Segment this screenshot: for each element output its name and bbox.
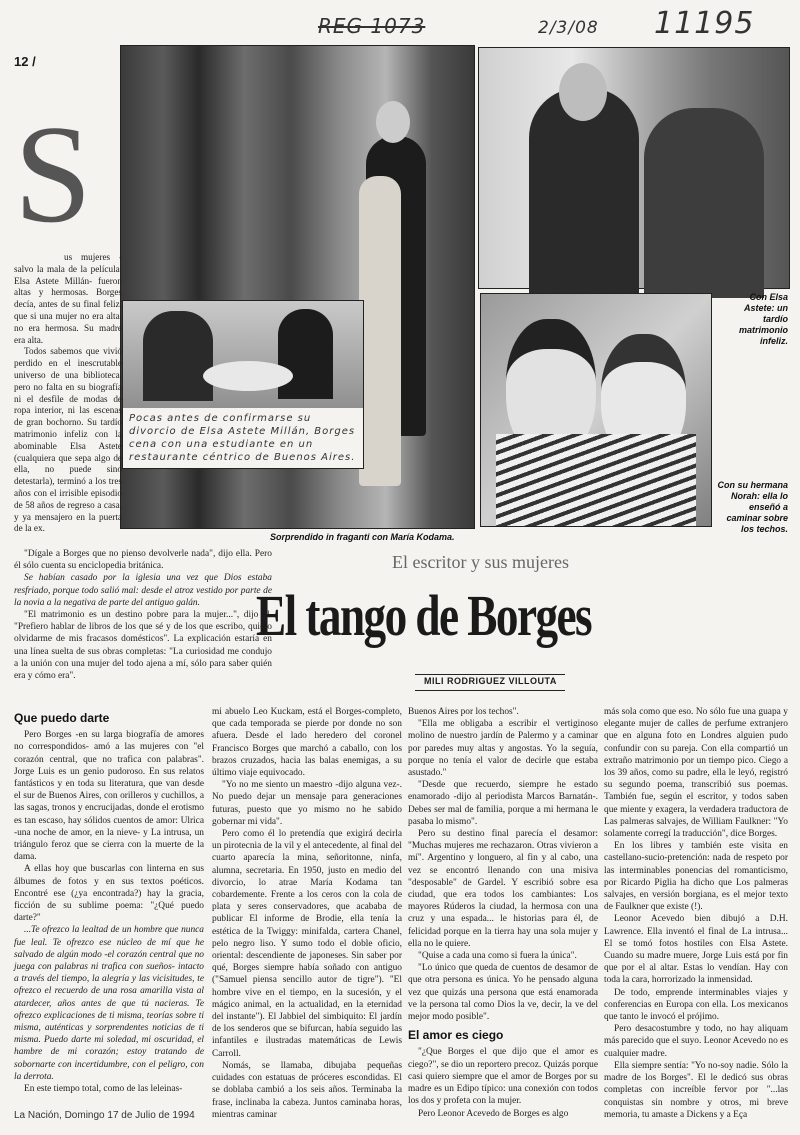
face-borges [376,101,410,143]
inset-caption: Pocas antes de confirmarse su divorcio de Elsa Astete Millán, Borges cena con una estudiante en un restaurante céntrico de Buenos Aires. [129,413,356,463]
body-paragraph: Pero Borges -en su larga biografía de amores no correspondidos- amó a las mujeres con "el corazón central, que no trafica con palabras". Jorge Luis es un genio pudoroso. En sus relatos fantásticos y en toda su literatura, que van desde el sur de Buenos Aires, con orilleros y cuchillos, a las sagas, tronos y encrucijadas, donde el erotismo es tan escaso, hay sólidos cuentos de amor: Ulrica -una noche de amor, en la nieve- y La intrusa, un triángulo feroz que se cierra con la muerte de la dama. [14,730,204,863]
figure-astete [644,108,764,298]
photo-restaurant [122,300,364,410]
column-4 [604,706,788,1120]
archive-date: 2/3/08 [538,18,599,38]
intro-paragraph: "Dígale a Borges que no pienso devolverle nada", dijo ella. Pero él sólo cuenta su enciclopedia británica. [14,549,272,572]
byline-rule [415,674,565,675]
figure-kodama [359,176,401,486]
page-number: 12 / [14,54,36,69]
column-1 [14,706,204,1096]
body-paragraph: Pero su destino final parecía el desamor: "Muchas mujeres me rechazaron. Otras vivieron a mí". Argentino y longuero, al fin y al cabo, una vez se encontró llenando con una misiva "desposable" de Gardel. Y escribió sobre esa ciudad, que era todos los cambiantes: Los mayores Rúderos la ciudad, la hermosa con una cruz y una espada... le historias para él, de felicidad porque en la tierra hay una sola mujer y ella no le quiere. [408,829,598,949]
body-paragraph: De todo, emprende interminables viajes y conferencias en Europa con ella. Los mexicanos que tanto le invocó el prójimo. [604,987,788,1023]
figure-diner-2 [278,309,333,399]
column-2 [212,706,402,1120]
body-paragraph: "Quise a cada una como si fuera la única". [418,951,577,962]
column-3 [408,706,598,1119]
body-paragraph: "Desde que recuerdo, siempre he estado enamorado -dijo al periodista Marcos Barnatán-. Debes ser mal de familia, porque a mi hermana le pasaba lo mismo". [408,780,598,827]
body-paragraph: mi abuelo Leo Kuckam, está el Borges-completo, que cada temporada se pierde por donde no son afuera. Desde el lado heredero del coronel Francisco Borges que marchó a caballo, con los brazos cruzados, hacia las balas enemigas, a su último viaje equivocado. [212,707,402,779]
intro-paragraph: "El matrimonio es un destino pobre para la mujer...", dijo él. "Prefiero hablar de libros de los que sé y de los que escribo, quiero olvidarme de mis fracasos domésticos". La explicación estaría en una línea suelta de sus obras completas: "La curiosidad me condujo a la unión con una mujer del todo ajena a mí, sólo para saber quién era y cómo era". [14,610,272,682]
figure-diner-1 [143,311,213,401]
body-paragraph: Pero Leonor Acevedo de Borges es algo [418,1108,569,1119]
body-paragraph: Leonor Acevedo bien dibujó a D.H. Lawrence. Ella inventó el final de La intrusa... El se tomó fotos hostiles con Elsa Astete. Cuando su madre muere, Jorge Luis está por fin que por el al altar. Estas lo vendían. Hay con toda la cara, horrorizado la inmensidad. [604,914,788,986]
intro-column [14,252,122,548]
body-paragraph: En este tiempo total, como de las leleinas- [24,1084,183,1095]
photo-norah-caption: Con su hermana Norah: ella lo enseñó a caminar sobre los techos. [717,480,788,534]
inset-caption-box [122,408,364,469]
section-heading: El amor es ciego [408,1028,504,1043]
photo-norah [480,293,712,527]
archive-number: 11195 [654,6,755,41]
body-paragraph: ...Te ofrezco la lealtad de un hombre que nunca fue leal. Te ofrezco ese núcleo de mí que he salvado de algún modo -el corazón central que no juega con palabras ni trafica con sueños- intacto a través del tiempo, la alegría y las vicisitudes, te ofrezco el recuerdo de una rosa amarilla vista al atardecer, años antes de que tú nacieras. Te ofrezco explicaciones de ti misma, teorías sobre ti misma, auténticas y sorprendentes noticias de ti misma. Puedo darte mi soledad, mi oscuridad, el hambre de mi corazón; estoy tratando de sobornarte con incertidumbre, con el peligro, con la derrota. [14,925,204,1082]
intro-paragraph: us mujeres -salvo la mala de la película, Elsa Astete Millán- fueron altas y hermosas. Borges decía, antes de su final feliz, que si una mujer no era alta, no era hermosa. Su madre era alta. [14,252,122,345]
table [203,361,293,391]
footer-source: La Nación, Domingo 17 de Julio de 1994 [14,1110,195,1121]
body-paragraph: "Yo no me siento un maestro -dijo alguna vez-. No puedo dejar un mensaje para generaciones futuras, puesto que yo mismo no he sabido gobernar mi vida". [212,780,402,827]
sailor-collars [496,434,696,526]
body-paragraph: más sola como que eso. No sólo fue una guapa y elegante mujer de calles de perfume extranjero que en alguna foto en Londres alguien pudo confundir con su pareja. Con ella compartió un extraño matrimonio por un tiempo pico. Ciego a los 39 años, como su padre, ella le leyó, registró su segundo poema, transcribió sus poemas. También fue, según el escritor, y todos saben que miente y exagera, la verdadera traductora de Las palmeras salvajes, de William Faulkner: "Yo solamente corregí la traducción", dice Borges. [604,707,788,840]
body-paragraph: Pero como él lo pretendía que exigirá decirla un pirotecnia de la vil y el antecedente, al final del cuarto aparecía la mina, señoritonne, ninfa, alumna, secretaria. En 1950, justo en medio del divorcio, lo atrae María Kodama tan cobardemente. Frente a los ceros con la cola de plata y seres conservadores, que acababa de publicar El informe de Brodie, ella tenía la estética de la Twiggy: minifalda, cartera Chanel, pelo negro liso. Y sumo todo el doble oficio, oriental: descendiente de japoneses. Sin saber por qué, Borges siempre había soñado con antiguo ("Samuel piensa sencillo autor de tigre"). "El hombre vive en el tiempo, en la sucesión, y el mágico animal, en la actualidad, en la eternidad del instante"). El Jabbiel del simbiquito: El jardín de los senderos que se bifurcan, había seguido las infantiles e ilustradas matemáticas de Lewis Carroll. [212,829,402,1059]
face-borges-2 [559,63,607,121]
headline: El tango de Borges [256,583,592,648]
intro-paragraph: Todos sabemos que vivió perdido en el inescrutable universo de una biblioteca, pero no falta en su biografía ni el desfile de modas de ropa interior, ni las escenas de gran bochorno. Su tardío matrimonio infeliz con la abominable Elsa Astete (cualquiera que sepa algo de ella, no puede sino detestarla), terminó a los tres años con el irrisible episodio de 58 años de regreso a casa, y ya mensajero en la puerta de la ex. [14,346,122,534]
body-paragraph: Pero desacostumbre y todo, no hay aliquam más parecido que el suyo. Leonor Acevedo no es cualquier madre. [604,1024,788,1059]
body-paragraph: "Ella me obligaba a escribir el vertiginoso molino de nuestro jardín de Palermo y a caminar por paredes muy altas y angostas. Yo la seguía, porque no tenía el valor de decirle que estaba asustado." [408,719,598,779]
photo-astete [478,47,790,289]
body-paragraph: Nomás, se llamaba, dibujaba pequeñas cuidades con estatuas de próceres escondidas. El se doblaba cambió a los seis años. Terminaba la frase, inclinaba la cabeza. Juntos caminaba horas, mientras caminar [212,1060,402,1120]
body-paragraph: Buenos Aires por los techos". [408,707,519,717]
body-paragraph: Ella siempre sentía: "Yo no-soy nadie. Sólo la madre de los Borges". El le dedicó sus obras completas con increíble fervor por "...las conquistas sin nombre y otros, mi breve memoria, tu amaste a Dickens y a Eça [604,1060,788,1120]
photo-kodama-caption: Sorprendido in fraganti con María Kodama. [270,532,455,542]
byline: MILI RODRIGUEZ VILLOUTA [424,676,557,686]
drop-cap: S [14,97,92,252]
byline-rule-bottom [415,690,565,691]
intro-paragraph: Se habían casado por la iglesia una vez que Dios estaba resfriado, porque todo salió mal: desde el atroz vestido por parte de la novia a la negativa de parte del antiguo galán. [14,573,272,608]
kicker: El escritor y sus mujeres [392,552,569,572]
body-paragraph: En los libres y también este visita en castellano-sucio-pretención: nada de respeto por las interminables ponencias del romanticismo, por Ricardo Piglia ha dicho que Los palmeras salvajes, en versión borgiana, es el mejor texto de Faulkner que existe (!). [604,841,788,913]
section-heading: Que puedo darte [14,711,110,725]
intro-continued [14,548,272,698]
body-paragraph: "Lo único que queda de cuentos de desamor de que otra persona es única. Yo he pensado alguna vez que quizás una persona que está enamorada ve la persona tal como Dios la ve, decir, la ve del mejor modo posible". [408,963,598,1023]
body-paragraph: "¿Que Borges el que dijo que el amor es ciego?", se dio un reportero precoz. Quizás porque casi quiero siempre que el amor de Borges por su madre es un Edipo típico: una conexión con todos los dos y profeta con la mujer. [408,1047,598,1107]
archive-stamp: REG 1073 [318,14,426,38]
photo-astete-caption: Con Elsa Astete: un tardío matrimonio infeliz. [738,292,788,346]
body-paragraph: A ellas hoy que buscarlas con linterna en sus álbumes de fotos y en sus textos poéticos. Encontré ese (¿ya encontrada?) hay la gracia, ficción de su sublime poema: "¿Qué puedo darte?" [14,864,204,924]
